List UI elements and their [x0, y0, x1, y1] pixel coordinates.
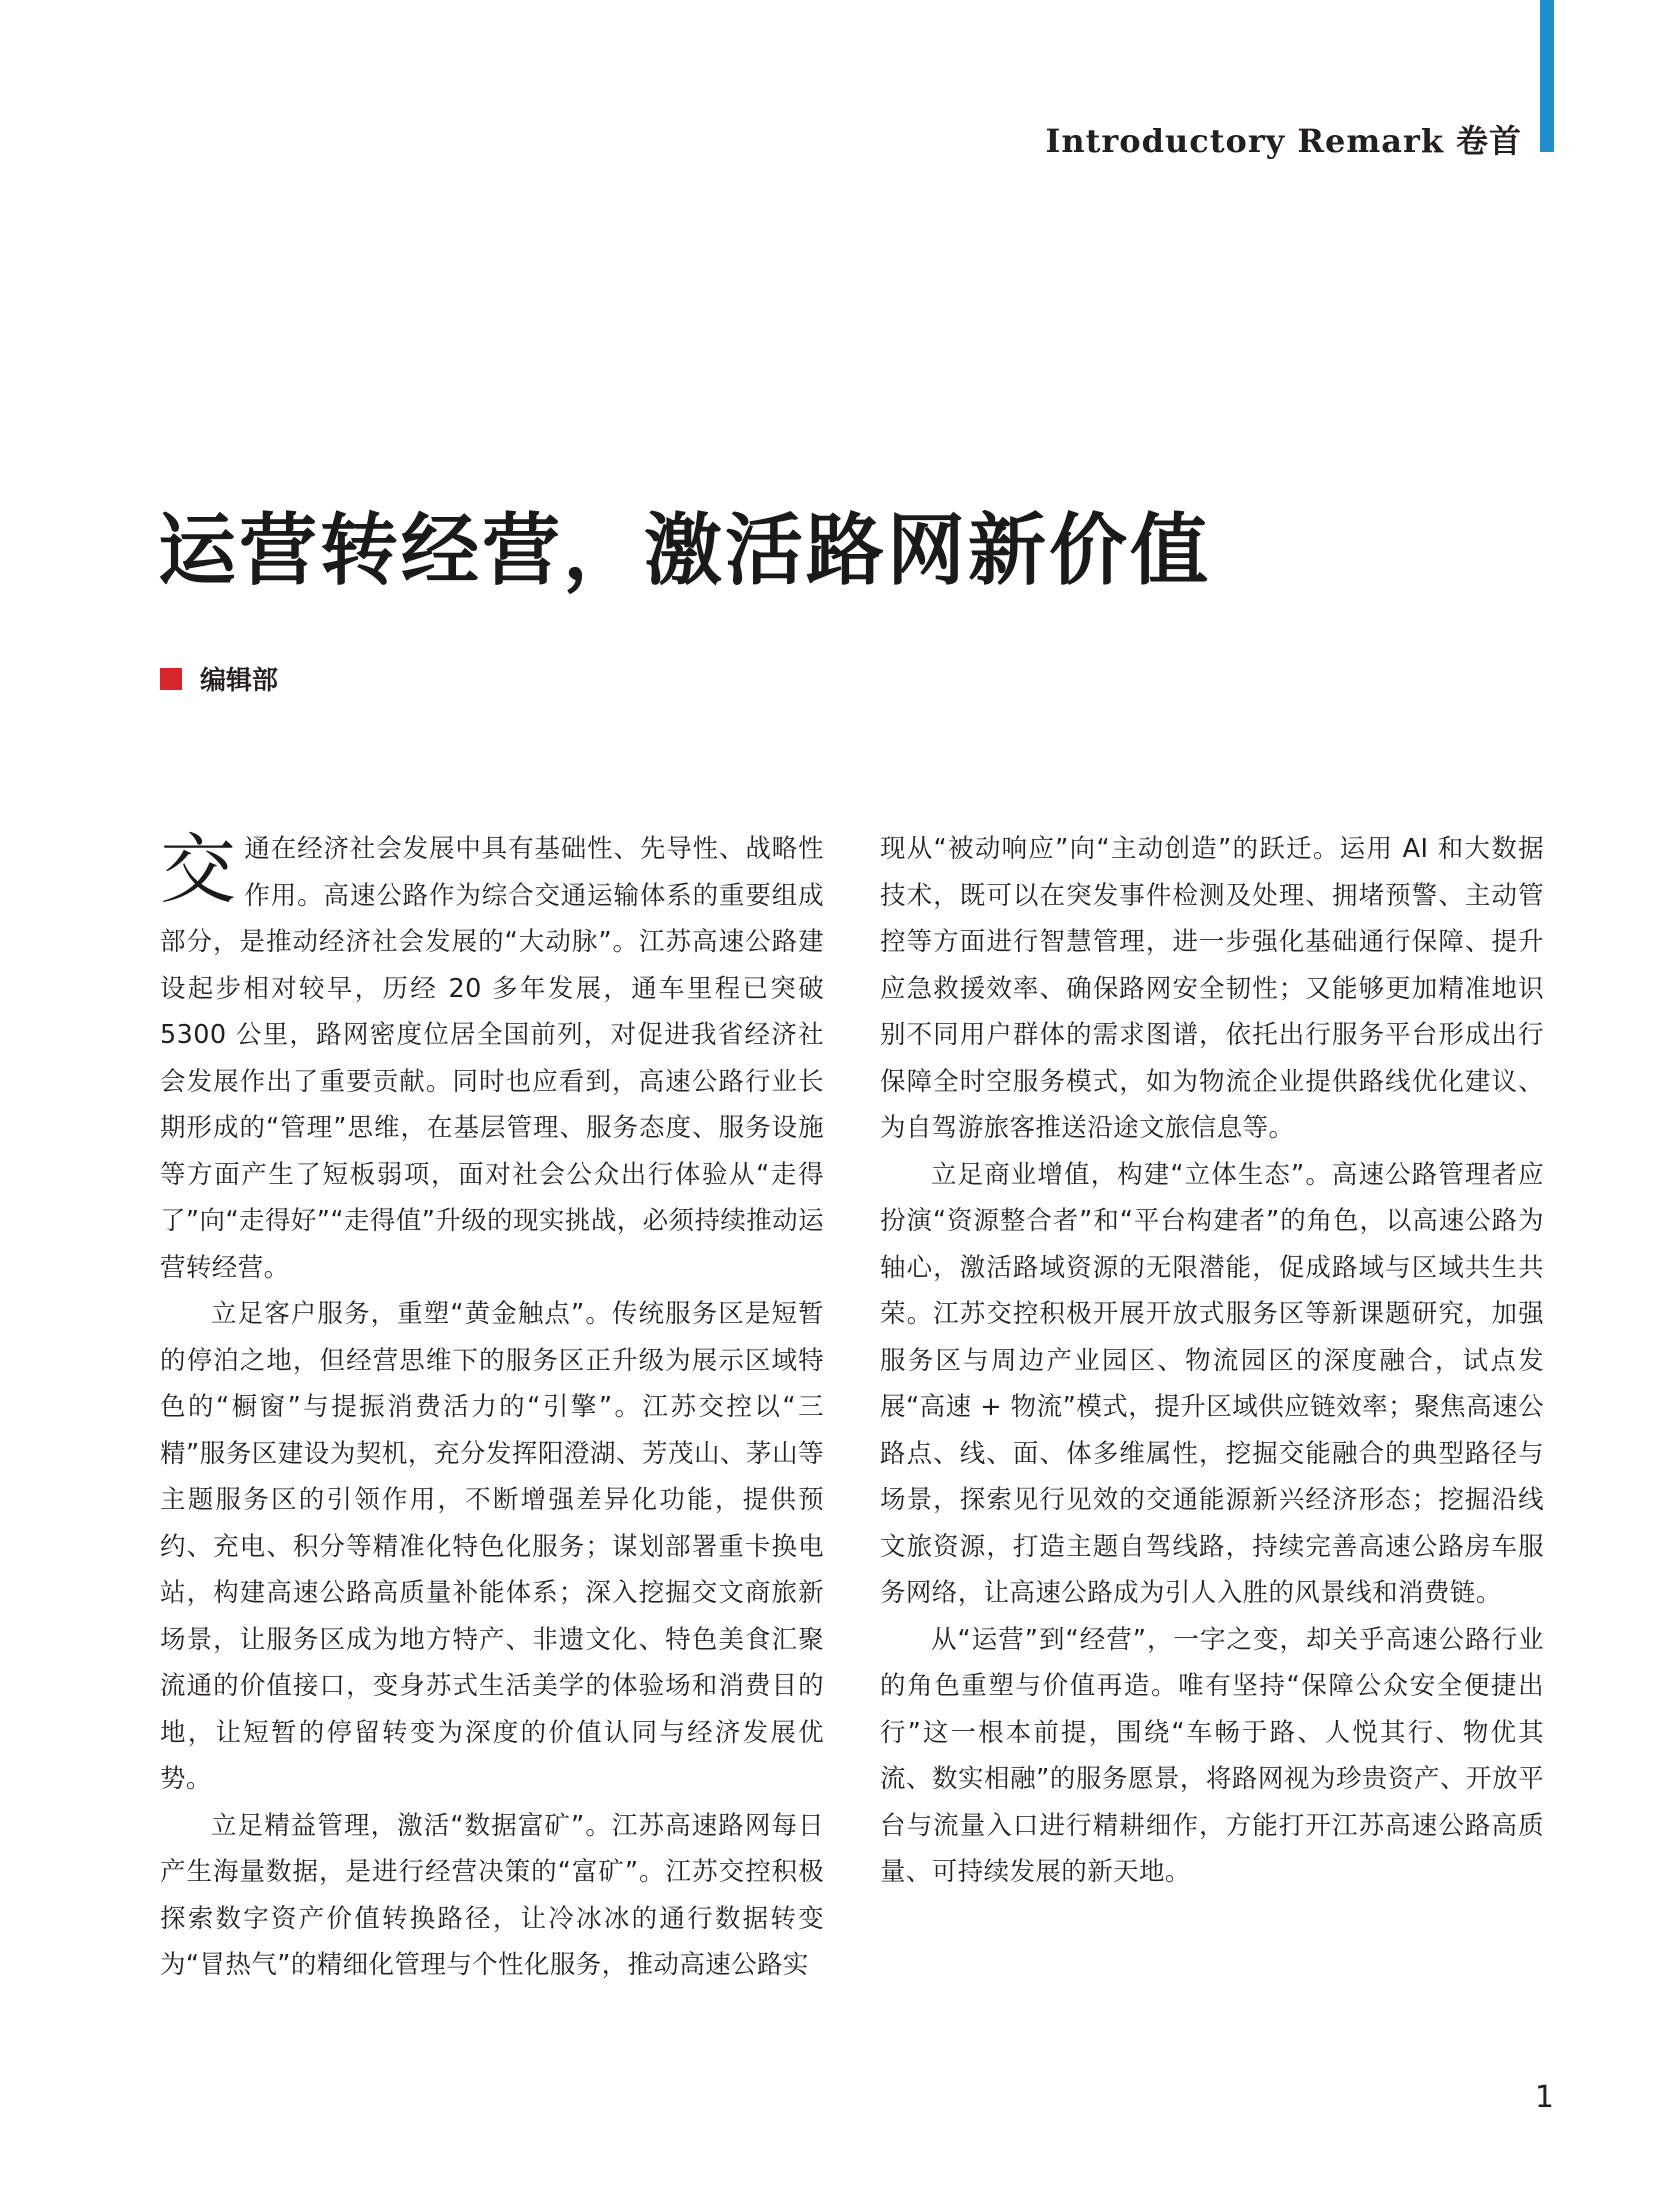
article-paragraph: 立足精益管理，激活“数据富矿”。江苏高速路网每日产生海量数据，是进行经营决策的“富矿”。江苏交控积极探索数字资产价值转换路径，让冷冰冰的通行数据转变为“冒热气”的精细化管理与个性化服务，推动高速公路实 — [160, 1810, 824, 1980]
header-accent-bar — [1540, 0, 1554, 152]
article-column-left — [160, 826, 824, 1989]
page-number: 1 — [1534, 2080, 1554, 2115]
paragraph-text: 通在经济社会发展中具有基础性、先导性、战略性作用。高速公路作为综合交通运输体系的重要组成部分，是推动经济社会发展的“大动脉”。江苏高速公路建设起步相对较早，历经 20 多年发展，通车里程已突破 5300 公里，路网密度位居全国前列，对促进我省经济社会发展作出了重要贡献。同时也应看到，高速公路行业长期形成的“管理”思维，在基层管理、服务态度、服务设施等方面产生了短板弱项，面对社会公众出行体验从“走得了”向“走得好”“走得值”升级的现实挑战，必须持续推动运营转经营。 — [160, 834, 824, 1283]
page-title: 运营转经营，激活路网新价值 — [158, 505, 1212, 596]
byline-author: 编辑部 — [200, 666, 279, 696]
article-paragraph — [160, 826, 824, 1291]
article-paragraph: 现从“被动响应”向“主动创造”的跃迁。运用 AI 和大数据技术，既可以在突发事件检测及处理、拥堵预警、主动管控等方面进行智慧管理，进一步强化基础通行保障、提升应急救援效率、确保路网安全韧性；又能够更加精准地识别不同用户群体的需求图谱，依托出行服务平台形成出行保障全时空服务模式，如为物流企业提供路线优化建议、为自驾游旅客推送沿途文旅信息等。 — [880, 834, 1544, 1143]
article-column-right — [880, 826, 1544, 1896]
section-header-english: Introductory Remark — [1045, 122, 1444, 160]
section-header — [1045, 116, 1522, 162]
red-square-icon — [160, 668, 182, 690]
article-paragraph: 从“运营”到“经营”，一字之变，却关乎高速公路行业的角色重塑与价值再造。唯有坚持“保障公众安全便捷出行”这一根本前提，围绕“车畅于路、人悦其行、物优其流、数实相融”的服务愿景，将路网视为珍贵资产、开放平台与流量入口进行精耕细作，方能打开江苏高速公路高质量、可持续发展的新天地。 — [880, 1624, 1544, 1887]
section-header-chinese: 卷首 — [1455, 122, 1522, 160]
article-paragraph: 立足客户服务，重塑“黄金触点”。传统服务区是短暂的停泊之地，但经营思维下的服务区正升级为展示区域特色的“橱窗”与提振消费活力的“引擎”。江苏交控以“三精”服务区建设为契机，充分发挥阳澄湖、芳茂山、茅山等主题服务区的引领作用，不断增强差异化功能，提供预约、充电、积分等精准化特色化服务；谋划部署重卡换电站，构建高速公路高质量补能体系；深入挖掘交文商旅新场景，让服务区成为地方特产、非遗文化、特色美食汇聚流通的价值接口，变身苏式生活美学的体验场和消费目的地，让短暂的停留转变为深度的价值认同与经济发展优势。 — [160, 1299, 824, 1794]
drop-cap: 交 — [160, 825, 237, 914]
byline — [160, 660, 278, 697]
article-paragraph: 立足商业增值，构建“立体生态”。高速公路管理者应扮演“资源整合者”和“平台构建者”的角色，以高速公路为轴心，激活路域资源的无限潜能，促成路域与区域共生共荣。江苏交控积极开展开放式服务区等新课题研究，加强服务区与周边产业园区、物流园区的深度融合，试点发展“高速 + 物流”模式，提升区域供应链效率；聚焦高速公路点、线、面、体多维属性，挖掘交能融合的典型路径与场景，探索见行见效的交通能源新兴经济形态；挖掘沿线文旅资源，打造主题自驾线路，持续完善高速公路房车服务网络，让高速公路成为引人入胜的风景线和消费链。 — [880, 1159, 1544, 1608]
